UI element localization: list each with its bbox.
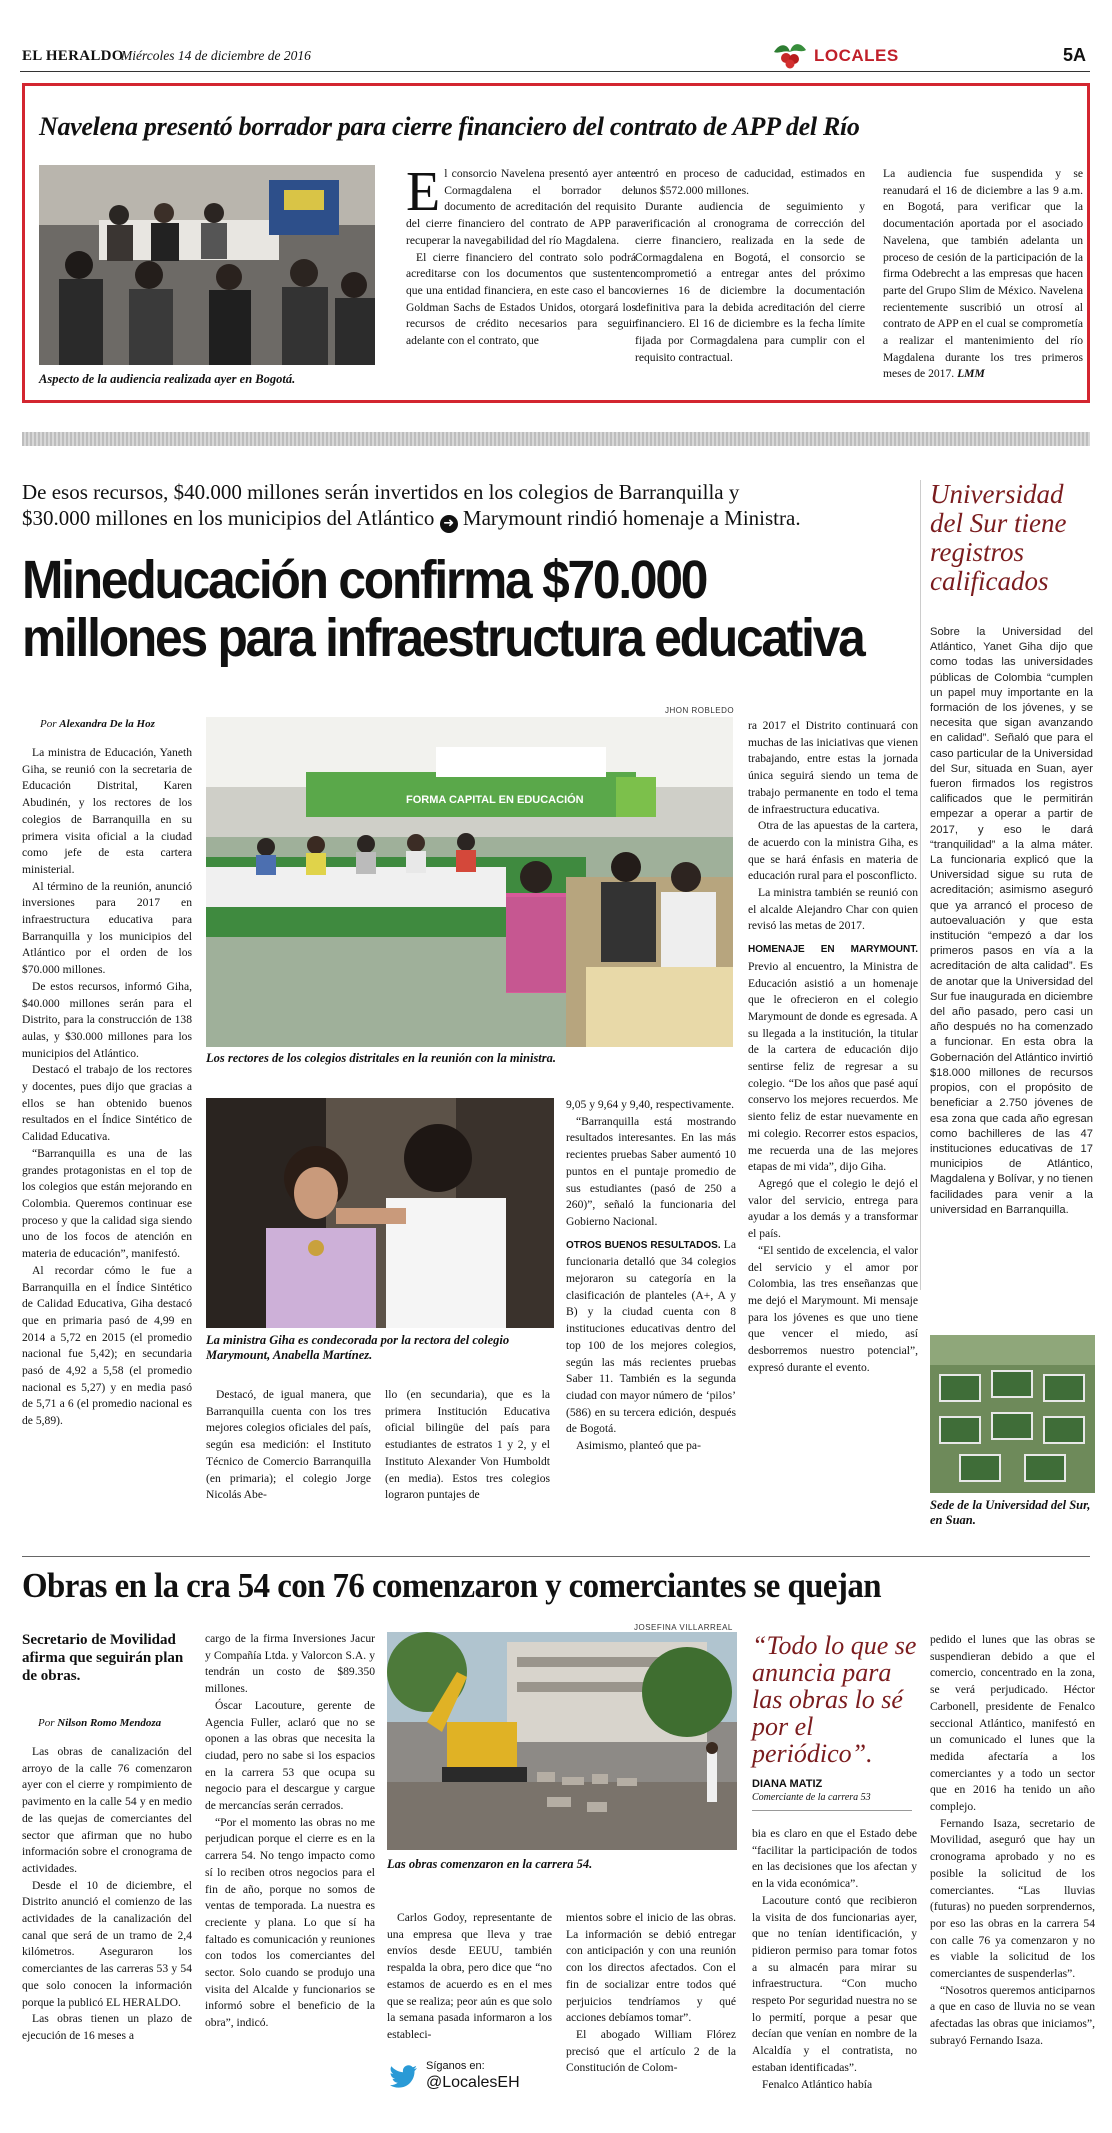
quote-attribution-role: Comerciante de la carrera 53 [752, 1792, 871, 1803]
top-story-col-1 [406, 161, 636, 350]
main-col-5 [748, 718, 918, 1376]
top-story-col-2 [635, 166, 865, 366]
deck-line: $30.000 millones en los municipios del Atlántico [22, 506, 435, 530]
section-divider [22, 432, 1090, 446]
twitter-bird-icon [390, 2065, 418, 2089]
paragraph: De estos recursos, informó Giha, $40.000 millones serán para el Distrito, para la construcción de 138 aulas, y $30.000 millones para los municipios del Atlántico. [22, 979, 192, 1060]
paragraph: La funcionaria detalló que 34 colegios mejoraron su categoría en la clasificación de planteles (A+, A y B) y la ciudad cuenta con 8 instituciones educativas dentro del top 100 de los mejores colegios, según las más recientes pruebas Saber 11. También es la segunda ciudad con mayor número de ‘pilos’ (586) en su tercera edición, después de Bogotá. [566, 1237, 736, 1436]
main-byline [40, 718, 155, 730]
top-story-caption: Aspecto de la audiencia realizada ayer en Bogotá. [39, 372, 296, 386]
paragraph: Previo al encuentro, la Ministra de Educación asistió a un homenaje que le ofrecieron en el colegio Marymount de donde es egresada. A su llegada a la institución, la titular de la cartera de educación dijo sentirse feliz de regresar a su colegio. “De los años que pasé aquí conservo los mejores recuerdos. Me siento feliz de estar nuevamente en mi colegio. Recorrer estos espacios, me recuerda una de las mejores etapas de mi vida”, dijo Giha. [748, 959, 918, 1174]
bottom-byline [38, 1717, 161, 1729]
paragraph: El cierre financiero del contrato solo podrá acreditarse con los documentos que sustenten que una entidad financiera, en este caso el banco Goldman Sachs de Estados Unidos, otorgará los recursos de crédito necesarios para seguir adelante con el contrato, que [406, 250, 636, 348]
top-story-photo [39, 165, 375, 365]
photo-banner-text: FORMA CAPITAL EN EDUCACIÓN [406, 794, 584, 806]
bottom-col-4 [566, 1910, 736, 2077]
paragraph: Agregó que el colegio le dejó el valor del servicio, entrega para ayudar a los demás y a transformar el país. [748, 1176, 918, 1241]
paragraph: l consorcio Navelena presentó ayer ante Cormagdalena el borrador del documento de acreditación del requisito del cierre financiero del contrato de APP para recuperar la navegabilidad del río Magdalena. [406, 167, 636, 247]
main-photo-caption: Los rectores de los colegios distritales en la reunión con la ministra. [206, 1051, 557, 1065]
paragraph: cargo de la firma Inversiones Jacur y Compañía Ltda. y Valorcon S.A. y tendrán un costo de $89.350 millones. [205, 1632, 375, 1696]
paragraph: Carlos Godoy, representante de una empresa que lleva y trae envíos desde EEUU, también respalda la obra, pero dice que “no estamos de acuerdo es en el mes que se realiza; peor aún es que solo la semana pasada informaron a los estableci- [387, 1911, 552, 2041]
bottom-col-3 [387, 1910, 552, 2044]
minister-photo-caption: La ministra Giha es condecorada por la rectora del colegio Marymount, Anabella Martínez. [206, 1333, 510, 1362]
paragraph: El abogado William Flórez precisó que el artículo 2 de la Constitución de Colom- [566, 2027, 736, 2075]
paragraph: Lacouture contó que recibieron la visita de dos funcionarias ayer, que no tenían identificación, y pidieron permiso para tomar fotos a su almacén para mirar su infraestructura. “Con mucho respeto Por seguridad nuestra no se lo permití, porque a pesar que decían que venían en nombre de la Alcaldía y el contratista, no estaban identificadas”. [752, 1893, 917, 2074]
paragraph: “El sentido de excelencia, el valor del servicio y el amor por Colombia, las tres enseñanzas que me dejó el Marymount. Mi mensaje para los jóvenes es que uno tiene que vencer el miedo, así desborremos nuestro potencial”, expresó durante el evento. [748, 1243, 918, 1374]
paragraph: Al recordar cómo le fue a Barranquilla en el Índice Sintético de Calidad Educativa, Giha destacó que en primaria pasó de 4,99 en 2014 a 5,72 en 2015 (el promedio nacional fue 5,42); en secundaria pasó de 4,92 a 5,58 (el promedio nacional es 5,27) y en media pasó de 5,71 a 6 (el promedio nacional es de 5,89). [22, 1263, 192, 1428]
paragraph: entró en proceso de caducidad, estimados en unos $572.000 millones. [635, 167, 865, 197]
page-number: 5A [1063, 45, 1087, 65]
paragraph: Óscar Lacouture, gerente de Agencia Fuller, aclaró que no se oponen a las obras que necesita la ciudad, pero no sabe si los espacios en la carrera 53 que ocupa su negocio para el descargue y cargue de mercancías serán cerrados. [205, 1698, 375, 1813]
twitter-handle[interactable]: @LocalesEH [426, 2074, 520, 2091]
headline-line: Mineducación confirma $70.000 [22, 550, 707, 610]
paragraph: ra 2017 el Distrito continuará con muchas de las iniciativas que vienen trabajando, entre estas la jornada única seguirá siendo un tema de trabajo permanente en todo el tema de infraestructura educativa. [748, 719, 918, 816]
masthead: EL HERALDO [22, 48, 124, 64]
top-story-box [22, 83, 1090, 403]
paragraph: La audiencia fue suspendida y se reanudará el 16 de diciembre a las 9 a.m. en Bogotá, para verificar que la documentación aportada por el asociado Navelena, que también adelanta un proceso de cesión de la participación de la firma Odebrecht a las empresas que hacen parte del Grupo Slim de México. Navelena recientemente suscribió un otrosí al contrato de APP en el cual se comprometía a realizar el mantenimiento del río Magdalena durante los tres primeros meses de 2017. [883, 167, 1083, 381]
subhead: OTROS BUENOS RESULTADOS. [566, 1239, 721, 1251]
main-story-deck [22, 479, 922, 533]
roadwork-photo-caption: Las obras comenzaron en la carrera 54. [387, 1857, 593, 1871]
main-photo-meeting [206, 717, 733, 1047]
bottom-col-5 [752, 1826, 917, 2093]
paragraph: 9,05 y 9,64 y 9,40, respectivamente. [566, 1098, 735, 1111]
paragraph: Destacó, de igual manera, que Barranquilla cuenta con los tres mejores colegios oficiales del país, según esa medición: el Instituto Técnico de Comercio Barranquilla (en primaria); el colegio Jorge Nicolás Abe- [206, 1388, 371, 1502]
paragraph: bia es claro en que el Estado debe “facilitar la participación de todos en las decisiones que los afectan y en la vida económica”. [752, 1827, 917, 1891]
main-col-3 [385, 1387, 550, 1504]
byline-prefix: Por [38, 1717, 55, 1729]
university-photo-caption: Sede de la Universidad del Sur, en Suan. [930, 1498, 1091, 1527]
paragraph: Otra de las apuestas de la cartera, de acuerdo con la ministra Giha, es que se hará énfasis en materia de educación rural para el posconflicto. [748, 819, 918, 883]
quote-rule [752, 1810, 912, 1811]
bottom-headline: Obras en la cra 54 con 76 comenzaron y comerciantes se quejan [22, 1566, 881, 1605]
paragraph: La ministra también se reunió con el alcalde Alejandro Char con quien revisó las metas de 2017. [748, 886, 918, 933]
paragraph: Desde el 10 de diciembre, el Distrito anunció el comienzo de las actividades de la canalización del canal que será de un tramo de 2,4 kilómetros. Aseguraron los comerciantes de las carreras 53 y 54 que solo conocen la información porque la publicó EL HERALDO. [22, 1878, 192, 2009]
bottom-col-1 [22, 1744, 192, 2045]
bottom-kicker: Secretario de Movilidad afirma que seguirán plan de obras. [22, 1632, 184, 1684]
paragraph: Al término de la reunión, anunció inversiones para 2017 en infraestructura educativa para Barranquilla y los municipios del Atlántico por el orden de los $70.000 millones. [22, 879, 192, 977]
photo-credit: JHON ROBLEDO [665, 706, 735, 715]
quote-attribution-name: DIANA MATIZ [752, 1778, 823, 1790]
paragraph: Las obras tienen un plazo de ejecución de 16 meses a [22, 2012, 192, 2042]
byline-name: Nilson Romo Mendoza [57, 1717, 162, 1729]
paragraph: “Barranquilla es una de las grandes protagonistas en el top de los colegios que están mejorando en Colombia. Queremos continuar ese proceso y que la calidad siga siendo uno de los focos de atención en materia de educación”, manifestó. [22, 1146, 192, 1261]
top-story-title: Navelena presentó borrador para cierre financiero del contrato de APP del Río [39, 112, 860, 141]
byline-name: Alexandra De la Hoz [59, 718, 155, 730]
drop-cap: E [406, 161, 441, 223]
deck-line: De esos recursos, $40.000 millones serán invertidos en los colegios de Barranquilla y [22, 480, 740, 504]
section-label: LOCALES [814, 46, 899, 65]
byline-prefix: Por [40, 718, 57, 730]
main-col-2 [206, 1387, 371, 1504]
header-rule [20, 71, 1090, 72]
paragraph: mientos sobre el inicio de las obras. La información se debió entregar con anticipación y con una reunión con los directos afectados. Con el fin de socializar entre todos qué perjuicios tendríamos y qué acciones debíamos tomar”. [566, 1911, 736, 2025]
paragraph: Fenalco Atlántico había [762, 2077, 873, 2091]
paragraph: “Nosotros queremos anticiparnos a que en caso de lluvia no se vean afectadas las obras que iniciamos”, subrayó Fernando Isaza. [930, 1983, 1095, 2047]
paragraph: llo (en secundaria), que es la primera Institución Educativa oficial bilingüe del país para estudiantes de estratos 1 y 2, y el Instituto Alexander Von Humboldt (en media). Estos tres colegios lograron puntajes de [385, 1388, 550, 1502]
bottom-col-2 [205, 1631, 375, 2032]
bottom-col-6 [930, 1632, 1095, 2050]
section-rule [22, 1556, 1090, 1557]
deck-link[interactable]: Marymount rindió homenaje a Ministra. [462, 506, 801, 530]
paragraph: pedido el lunes que las obras se suspendieran debido a que el comercio, concentrado en la zona, se verá perjudicado. Héctor Carbonell, presidente de Fenalco seccional Atlántico, manifestó en un comunicado el lunes que la medida afectaría a los comerciantes y a todo un sector que en 2016 ha tenido un año complejo. [930, 1633, 1095, 1814]
paragraph: Fernando Isaza, secretario de Movilidad, aseguró que hay un cronograma aprobado y no es posible la solicitud de los comerciantes. “Las lluvias (futuras) no pueden sorprendernos, por eso las obras en la carrera 54 con calle 76 ya comenzaron y no es viable la solicitud de los comerciantes de suspenderlas”. [930, 1816, 1095, 1981]
headline-line: millones para infraestructura educativa [22, 608, 864, 668]
main-col-4 [566, 1097, 736, 1455]
main-headline [22, 551, 924, 667]
paragraph: Durante audiencia de seguimiento y verificación al cronograma de corrección del cierre financiero, realizada en la sede de Cormagdalena en Bogotá, el consorcio se comprometió a entregar antes del próximo viernes 16 de diciembre la documentación definitiva para la debida acreditación del cierre financiero. El 16 de diciembre es la fecha límite fijada por Cormagdalena para cumplir con el requisito contractual. [635, 200, 865, 364]
paragraph: Asimismo, planteó que pa- [576, 1439, 701, 1453]
university-photo [930, 1335, 1095, 1493]
top-story-col-3 [883, 166, 1083, 383]
roadwork-photo [387, 1632, 737, 1850]
pull-quote: “Todo lo que se anuncia para las obras lo sé por el periódico”. [752, 1631, 917, 1768]
holly-icon [770, 38, 810, 70]
twitter-label: Síganos en: [426, 2060, 485, 2072]
main-col-1 [22, 745, 192, 1430]
paragraph: “Por el momento las obras no me perjudican porque el cierre es en la carrera 54. No tengo impacto como sí lo reciben otros negocios para el fin de año, porque no somos de ventas de temporada. La nuestra es creciente y plana. Lo que sí ha faltado es comunicación y reuniones con todos los comerciantes del sector. Solo cuando se produjo una visita del Alcalde y funcionarios se informó sobre el beneficio de la obra”, indicó. [205, 1815, 375, 2030]
twitter-follow[interactable] [390, 2060, 560, 2100]
sidebar-title: Universidad del Sur tiene registros calificados [930, 479, 1067, 596]
paragraph: Las obras de canalización del arroyo de la calle 76 comenzaron ayer con el cierre y rompimiento de pavimento en la calle 54 y en medio de las quejas de comerciantes del sector que afirman que no hubo información sobre el cronograma de actividades. [22, 1745, 192, 1875]
paragraph: “Barranquilla está mostrando resultados interesantes. En las más recientes pruebas Saber aumentó 10 puntos en el puntaje promedio de sus estudiantes (pasó de 250 a 260)”, señaló la funcionaria del Gobierno Nacional. [566, 1114, 736, 1228]
minister-photo [206, 1098, 554, 1328]
sidebar-body: Sobre la Universidad del Atlántico, Yanet Giha dijo que como todas las universidades públicas de Colombia “cumplen un papel muy importante en la formación de los jóvenes, y se necesita que sigan avanzando en calidad”. Señaló que para el caso particular de la Universidad del Sur, situada en Suan, ayer fueron firmados los registros calificados que le permitirán empezar a operar a partir de 2017, y eso le dará “tranquilidad” a la alma máter. La funcionaria explicó que la Universidad sigue su ruta de acreditación; asimismo aseguró que ya arrancó el proceso de autoevaluación y que esta institución “empezó a dar los primeros pasos en vía a la acreditación de alta calidad”. Es de anotar que la Universidad del Sur fue inaugurada en diciembre del año pasado, pero casi un año después no ha comenzado a funcionar. En esta obra la Gobernación del Atlántico invirtió $18.000 millones de recursos propios, con el propósito de beneficiar a 2.750 jóvenes de esa zona que cada año egresan como bachilleres de las 47 instituciones educativas de 17 municipios de Atlántico, Magdalena y Bolívar, y no tienen facilidades para venir a la universidad en Barranquilla. [930, 626, 1093, 1216]
paragraph: Destacó el trabajo de los rectores y docentes, pues dijo que gracias a ellos se han obtenido buenos resultados en el Índice Sintético de Calidad Educativa. [22, 1063, 192, 1144]
arrow-right-icon: ➜ [440, 515, 458, 533]
sidebar-rule [920, 480, 921, 1290]
header-date: Miércoles 14 de diciembre de 2016 [121, 48, 311, 63]
author-initials: LMM [957, 367, 985, 381]
paragraph: La ministra de Educación, Yaneth Giha, se reunió con la secretaria de Educación Distrital, Karen Abudinén, y los rectores de los colegios de Barranquilla en su primera visita oficial a la ciudad como jefe de esta cartera ministerial. [22, 746, 192, 876]
photo-credit: JOSEFINA VILLARREAL [634, 1623, 733, 1632]
subhead: HOMENAJE EN MARYMOUNT. [748, 944, 918, 956]
